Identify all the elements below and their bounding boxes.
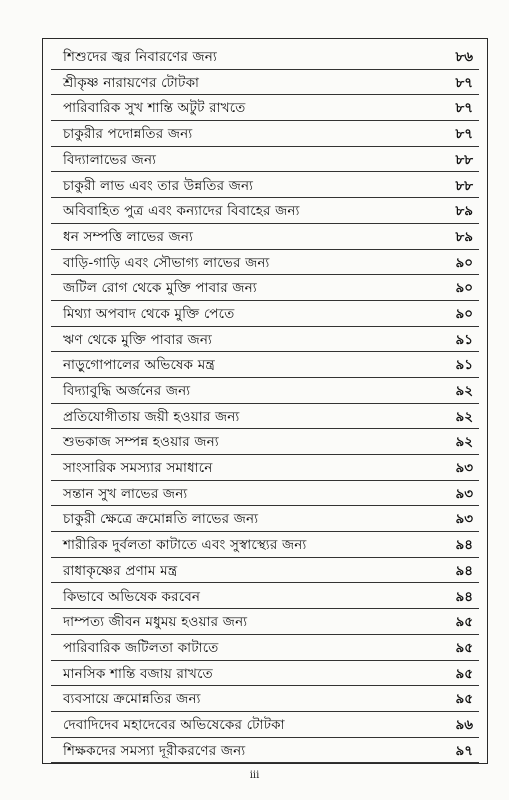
toc-entry-title: চাকুরী লাভ এবং তার উন্নতির জন্য bbox=[63, 177, 254, 194]
toc-entry bbox=[43, 430, 487, 456]
toc-entry-page: ৮৭ bbox=[455, 126, 473, 143]
toc-entry-page: ৯৬ bbox=[455, 716, 473, 733]
toc-entry-title: কিভাবে অভিষেক করবেন bbox=[63, 588, 201, 605]
toc-entry-title: ধন সম্পত্তি লাভের জন্য bbox=[63, 228, 194, 245]
toc-entry-title: রাধাকৃষ্ণের প্রণাম মন্ত্র bbox=[63, 562, 178, 579]
toc-entry-title: শুভকাজ সম্পন্ন হওয়ার জন্য bbox=[63, 434, 219, 451]
toc-entry-title: শিক্ষকদের সমস্যা দূরীকরণের জন্য bbox=[63, 742, 246, 759]
toc-entry-page: ৮৭ bbox=[455, 74, 473, 91]
page-number: iii bbox=[249, 770, 260, 781]
toc-entry-title: অবিবাহিত পুত্র এবং কন্যাদের বিবাহের জন্য bbox=[63, 203, 300, 220]
toc-entry-title: পারিবারিক সুখ শান্তি অটুট রাখতে bbox=[63, 100, 246, 117]
toc-entry bbox=[43, 71, 487, 97]
toc-entry-title: মিথ্যা অপবাদ থেকে মুক্তি পেতে bbox=[63, 305, 235, 322]
toc-entry-page: ৯৩ bbox=[455, 485, 473, 502]
toc-entry-page: ৮৮ bbox=[455, 151, 473, 168]
toc-entry bbox=[43, 353, 487, 379]
toc-entry-page: ৯১ bbox=[455, 331, 473, 348]
toc-entry-title: শ্রীকৃষ্ণ নারায়ণের টোটকা bbox=[63, 74, 200, 91]
toc-entry bbox=[43, 122, 487, 148]
toc-entry-title: প্রতিযোগীতায় জয়ী হওয়ার জন্য bbox=[63, 408, 240, 425]
toc-entry bbox=[43, 713, 487, 739]
toc-entry-title: বিদ্যালাভের জন্য bbox=[63, 151, 157, 168]
toc-entry-page: ৮৬ bbox=[455, 49, 473, 66]
table-of-contents bbox=[42, 38, 488, 764]
toc-entry bbox=[43, 584, 487, 610]
toc-entry-page: ৯০ bbox=[455, 254, 473, 271]
toc-entry-title: বাড়ি-গাড়ি এবং সৌভাগ্য লাভের জন্য bbox=[63, 254, 270, 271]
toc-entry bbox=[43, 276, 487, 302]
toc-entry-page: ৯০ bbox=[455, 305, 473, 322]
toc-entry-page: ৯৫ bbox=[455, 614, 473, 631]
toc-entry-title: ব্যবসায়ে ক্রমোন্নতির জন্য bbox=[63, 691, 201, 708]
toc-entry bbox=[43, 739, 487, 765]
toc-entry bbox=[43, 45, 487, 71]
toc-entry-title: শিশুদের জ্বর নিবারণের জন্য bbox=[63, 49, 217, 66]
toc-entry bbox=[43, 559, 487, 585]
toc-entry-page: ৯২ bbox=[455, 383, 473, 400]
toc-entry bbox=[43, 225, 487, 251]
toc-entry-page: ৮৯ bbox=[455, 203, 473, 220]
toc-entry bbox=[43, 636, 487, 662]
toc-entry-page: ৯০ bbox=[455, 280, 473, 297]
toc-entry-page: ৯৩ bbox=[455, 460, 473, 477]
toc-entry-title: চাকুরীর পদোন্নতির জন্য bbox=[63, 126, 193, 143]
toc-entry-page: ৯৪ bbox=[455, 562, 473, 579]
toc-entry-title: জটিল রোগ থেকে মুক্তি পাবার জন্য bbox=[63, 280, 257, 297]
toc-entry bbox=[43, 379, 487, 405]
toc-entry-page: ৯৪ bbox=[455, 588, 473, 605]
toc-entry-page: ৮৭ bbox=[455, 100, 473, 117]
toc-entry bbox=[43, 662, 487, 688]
toc-entry bbox=[43, 405, 487, 431]
toc-entry-title: পারিবারিক জটিলতা কাটাতে bbox=[63, 639, 219, 656]
toc-entry bbox=[43, 456, 487, 482]
toc-entry-page: ৯৪ bbox=[455, 537, 473, 554]
toc-entry-title: ঋণ থেকে মুক্তি পাবার জন্য bbox=[63, 331, 213, 348]
toc-entry-page: ৮৮ bbox=[455, 177, 473, 194]
toc-entry bbox=[43, 148, 487, 174]
toc-entry bbox=[43, 199, 487, 225]
toc-entry-page: ৯১ bbox=[455, 357, 473, 374]
toc-entry bbox=[43, 173, 487, 199]
toc-entry bbox=[43, 251, 487, 277]
toc-entry-title: দাম্পত্য জীবন মধুময় হওয়ার জন্য bbox=[63, 614, 248, 631]
toc-entry bbox=[43, 482, 487, 508]
toc-entry-title: শারীরিক দুর্বলতা কাটাতে এবং সুস্বাস্থ্যের জন্য bbox=[63, 537, 307, 554]
toc-entry-page: ৯২ bbox=[455, 408, 473, 425]
toc-entry-title: সন্তান সুখ লাভের জন্য bbox=[63, 485, 188, 502]
toc-entry bbox=[43, 507, 487, 533]
toc-entry-page: ৯৫ bbox=[455, 691, 473, 708]
toc-entry bbox=[43, 302, 487, 328]
toc-entry-title: চাকুরী ক্ষেত্রে ক্রমোন্নতি লাভের জন্য bbox=[63, 511, 259, 528]
toc-entry bbox=[43, 687, 487, 713]
toc-entry-title: মানসিক শান্তি বজায় রাখতে bbox=[63, 665, 213, 682]
toc-entry-page: ৯৭ bbox=[455, 742, 473, 759]
toc-entry bbox=[43, 533, 487, 559]
toc-entry bbox=[43, 610, 487, 636]
toc-list bbox=[43, 45, 487, 764]
toc-entry-page: ৯৩ bbox=[455, 511, 473, 528]
toc-entry-page: ৮৯ bbox=[455, 228, 473, 245]
toc-entry-page: ৯৫ bbox=[455, 639, 473, 656]
toc-entry bbox=[43, 96, 487, 122]
toc-entry-page: ৯৫ bbox=[455, 665, 473, 682]
toc-entry-title: নাড়ুগোপালের অভিষেক মন্ত্র bbox=[63, 357, 215, 374]
toc-entry-title: সাংসারিক সমস্যার সমাধানে bbox=[63, 460, 213, 477]
toc-entry-title: বিদ্যাবুদ্ধি অর্জনের জন্য bbox=[63, 383, 191, 400]
toc-entry-title: দেবাদিদেব মহাদেবের অভিষেকের টোটকা bbox=[63, 716, 285, 733]
toc-entry bbox=[43, 328, 487, 354]
toc-entry-page: ৯২ bbox=[455, 434, 473, 451]
